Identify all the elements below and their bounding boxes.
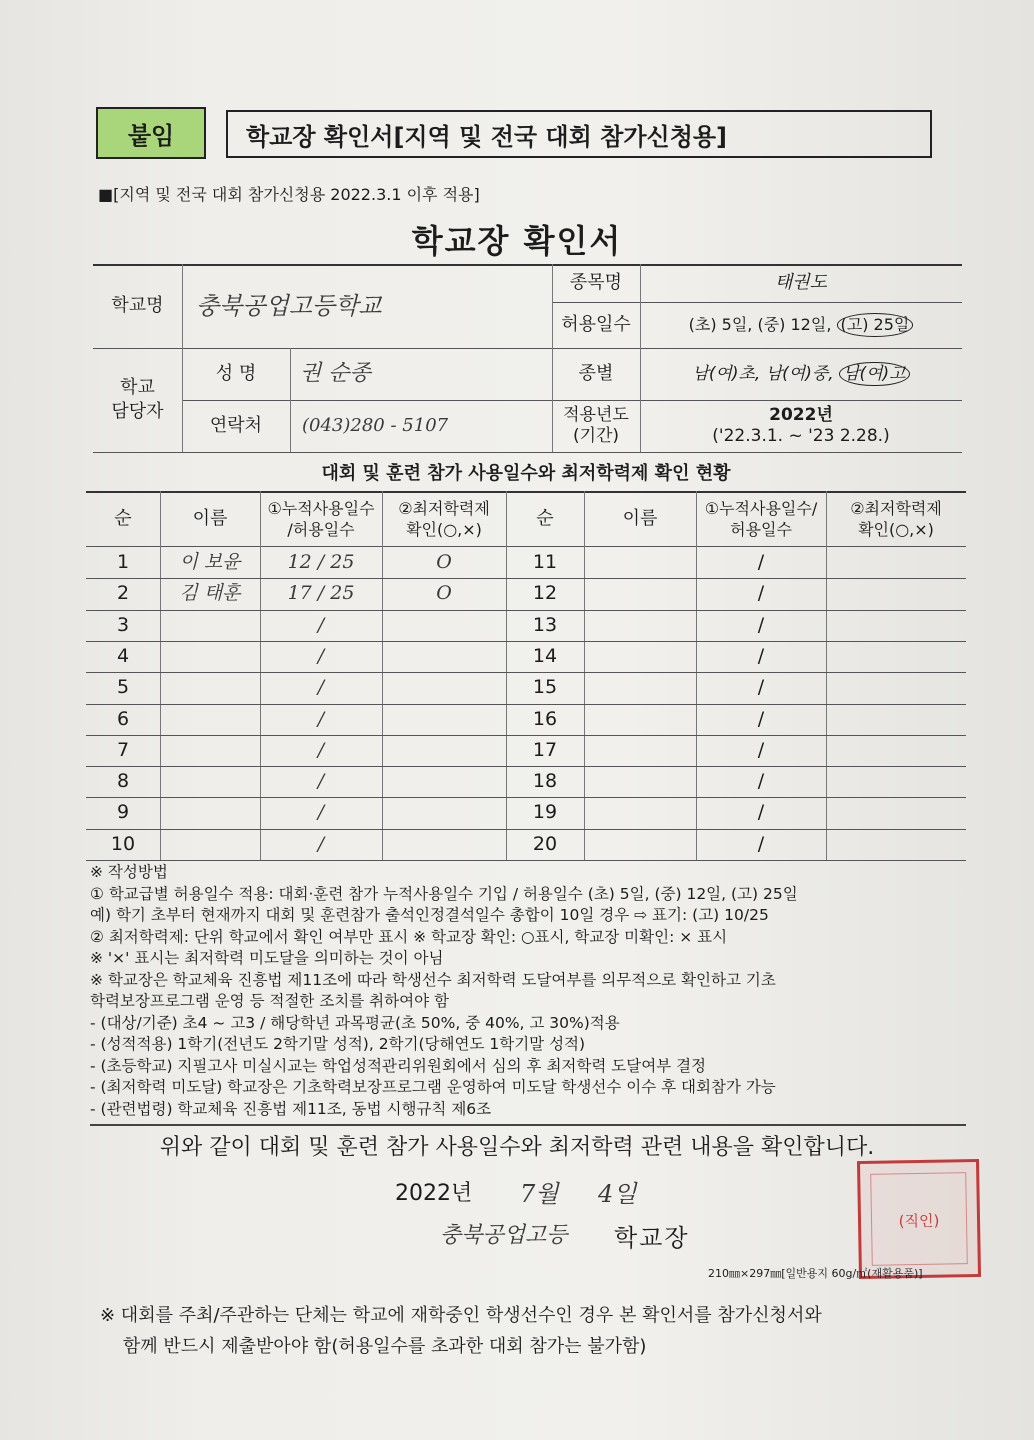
table-cell-days-l: /: [317, 800, 325, 823]
signature-title: 학교장: [614, 1224, 690, 1252]
writing-instructions: [90, 862, 970, 1120]
table-cell-no-r: 13: [532, 613, 558, 636]
manager-label-line1: 학교: [120, 376, 155, 398]
table-cell-acad-l: [382, 797, 506, 828]
table-cell-acad-r: [826, 672, 966, 703]
table-cell-acad-l: [382, 610, 506, 641]
date-month: 7월: [520, 1180, 559, 1208]
manager-name-value: 권 순종: [300, 361, 371, 387]
row-divider: [86, 860, 966, 861]
table-cell-acad-r: [826, 704, 966, 735]
table-cell-days-r: /: [757, 832, 765, 855]
table-cell-acad-r: [826, 547, 966, 578]
table-cell-no-r: 12: [532, 581, 558, 604]
year-value-line1: 2022년: [769, 404, 833, 425]
table-cell-days-r: /: [757, 769, 765, 792]
col-days-line2: /허용일수: [287, 519, 355, 539]
table-cell-acad-l: [382, 829, 506, 860]
table-cell-name-l: [160, 797, 260, 828]
col-academic-line1: ②최저학력제: [398, 498, 490, 518]
table-cell-acad-l: [382, 641, 506, 672]
table-cell-no-r: 18: [532, 769, 558, 792]
gender-circled: 남(여)고: [839, 362, 910, 387]
col-days-right-line1: ①누적사용일수/: [704, 498, 818, 518]
note-line: - (성적적용) 1학기(전년도 2학기말 성적), 2학기(당해연도 1학기말 성적): [90, 1035, 586, 1053]
table-cell-days-l: /: [317, 707, 325, 730]
table-cell-no-l: 6: [116, 707, 130, 730]
table-cell-no-l: 3: [116, 613, 130, 636]
col-academic-right-line1: ②최저학력제: [850, 498, 942, 518]
table-cell-no-r: 15: [532, 675, 558, 698]
allowed-days-label: 허용일수: [561, 313, 631, 335]
note-line: ※ 학교장은 학교체육 진흥법 제11조에 따라 학생선수 최저학력 도달여부를 의무적으로 확인하고 기초: [90, 970, 776, 989]
table-cell-name-l: 김 태훈: [179, 581, 241, 604]
table-cell-name-l: 이 보윤: [179, 550, 241, 573]
bottom-note-line1: ※ 대회를 주최/주관하는 단체는 학교에 재학중인 학생선수인 경우 본 확인서를 참가신청서와: [100, 1305, 822, 1326]
name-label: 성 명: [215, 362, 257, 384]
rule: [93, 452, 962, 453]
year-label: [552, 400, 640, 452]
year-label-line2: (기간): [572, 426, 620, 446]
contact-value: (043)280 - 5107: [302, 414, 449, 436]
note-line: - (최저학력 미도달) 학교장은 기초학력보장프로그램 운영하여 미도달 학생선수 이수 후 대회참가 가능: [90, 1078, 776, 1096]
school-name-value: 충북공업고등학교: [196, 291, 382, 320]
attachment-tag: 붙임: [96, 107, 206, 159]
table-cell-name-l: [160, 829, 260, 860]
table-cell-days-l: /: [317, 675, 325, 698]
table-cell-name-l: [160, 672, 260, 703]
table-cell-name-l: [160, 735, 260, 766]
table-cell-no-r: 17: [532, 738, 558, 761]
gender-value: [640, 348, 962, 400]
table-cell-acad-l: [382, 672, 506, 703]
col-days-right: [696, 493, 826, 546]
table-cell-name-l: [160, 610, 260, 641]
signature-school: 충북공업고등: [440, 1223, 568, 1248]
manager-label-line2: 담당자: [111, 401, 164, 422]
table-cell-acad-r: [826, 766, 966, 797]
table-title: 대회 및 훈련 참가 사용일수와 최저학력제 확인 현황: [321, 462, 731, 484]
table-cell-acad-l: O: [436, 550, 452, 573]
allowed-days-prefix: (초) 5일, (중) 12일,: [688, 315, 832, 335]
table-cell-days-r: /: [757, 707, 765, 730]
table-cell-no-l: 8: [116, 769, 130, 792]
col-name-right: 이름: [622, 508, 658, 530]
col-academic-right-line2: 확인(○,×): [858, 519, 934, 539]
seal-border: [870, 1172, 968, 1266]
note-line: ① 학교급별 허용일수 적용: 대회·훈련 참가 누적사용일수 기입 / 허용일수 (초) 5일, (중) 12일, (고) 25일: [90, 884, 798, 903]
gender-prefix: 남(여)초, 남(여)중,: [692, 363, 834, 384]
col-no-right: 순: [536, 508, 554, 530]
event-label: 종목명: [569, 271, 623, 293]
table-cell-days-l: /: [317, 832, 325, 855]
bottom-note: [100, 1300, 960, 1362]
paper-spec: 210㎜×297㎜[일반용지 60g/㎡(재활용품)]: [708, 1267, 923, 1280]
table-cell-acad-l: [382, 735, 506, 766]
note-line: - (관련법령) 학교체육 진흥법 제11조, 동법 시행규칙 제6조: [90, 1099, 492, 1118]
table-cell-name-r: [584, 547, 696, 578]
table-cell-name-l: [160, 641, 260, 672]
table-cell-name-r: [584, 578, 696, 609]
table-cell-no-r: 16: [532, 707, 558, 730]
date-day: 4일: [598, 1180, 637, 1208]
table-cell-no-l: 9: [116, 800, 130, 823]
col-days-right-line2: 허용일수: [730, 519, 792, 539]
date-year: 2022년: [395, 1181, 473, 1206]
note-line: ② 최저학력제: 단위 학교에서 확인 여부만 표시 ※ 학교장 확인: ○표시, 학교장 미확인: × 표시: [90, 927, 728, 946]
table-cell-no-l: 10: [110, 832, 136, 855]
col-academic-right: [826, 493, 966, 546]
allowed-days-circled: (고) 25일: [837, 313, 914, 337]
table-cell-no-l: 1: [116, 550, 130, 573]
table-cell-acad-r: [826, 578, 966, 609]
table-cell-acad-l: [382, 704, 506, 735]
header-title: 학교장 확인서[지역 및 전국 대회 참가신청용]: [226, 110, 932, 158]
table-cell-no-l: 7: [116, 738, 130, 761]
school-name-label: 학교명: [111, 294, 164, 316]
applicability-note: ■[지역 및 전국 대회 참가신청용 2022.3.1 이후 적용]: [98, 185, 480, 204]
contact-label: 연락처: [209, 414, 263, 436]
table-cell-acad-r: [826, 735, 966, 766]
confirmation-statement: 위와 같이 대회 및 훈련 참가 사용일수와 최저학력 관련 내용을 확인합니다.: [159, 1135, 875, 1160]
note-line: ※ '×' 표시는 최저학력 미도달을 의미하는 것이 아님: [90, 949, 444, 967]
note-line: - (초등학교) 지필고사 미실시교는 학업성적관리위원회에서 심의 후 최저학력 도달여부 결정: [90, 1056, 707, 1075]
table-cell-acad-r: [826, 829, 966, 860]
table-cell-name-r: [584, 829, 696, 860]
col-no: 순: [114, 508, 132, 530]
table-cell-name-r: [584, 735, 696, 766]
table-cell-days-l: /: [317, 613, 325, 636]
table-cell-acad-r: [826, 610, 966, 641]
table-cell-no-l: 2: [116, 581, 130, 604]
table-cell-name-r: [584, 672, 696, 703]
note-line: 예) 학기 초부터 현재까지 대회 및 훈련참가 출석인정결석일수 총합이 10일 경우 ⇨ 표기: (고) 10/25: [90, 906, 769, 924]
table-cell-acad-r: [826, 797, 966, 828]
seal-label: (직인): [898, 1211, 940, 1231]
table-cell-name-l: [160, 704, 260, 735]
table-cell-no-l: 4: [116, 644, 130, 667]
table-cell-no-l: 5: [116, 675, 130, 698]
table-cell-days-r: /: [757, 738, 765, 761]
manager-label: [93, 348, 182, 452]
table-cell-no-r: 14: [532, 644, 558, 667]
col-days: [260, 493, 382, 546]
year-value: [640, 400, 962, 452]
table-cell-name-r: [584, 610, 696, 641]
col-academic-line2: 확인(○,×): [406, 519, 482, 539]
table-cell-no-r: 19: [532, 800, 558, 823]
note-line: - (대상/기준) 초4 ~ 고3 / 해당학년 과목평균(초 50%, 중 40%, 고 30%)적용: [90, 1013, 620, 1032]
allowed-days-value: [640, 302, 962, 348]
table-cell-no-r: 20: [532, 832, 558, 855]
year-value-line2: ('22.3.1. ~ '23 2.28.): [712, 426, 890, 446]
note-line: 학력보장프로그램 운영 등 적절한 조치를 취하여야 함: [90, 992, 449, 1010]
table-cell-days-l: /: [317, 644, 325, 667]
table-cell-name-r: [584, 704, 696, 735]
table-cell-name-r: [584, 641, 696, 672]
rule: [290, 348, 291, 452]
table-cell-acad-r: [826, 641, 966, 672]
table-cell-days-r: /: [757, 581, 765, 604]
table-cell-days-l: 17 / 25: [287, 581, 355, 604]
table-cell-days-r: /: [757, 800, 765, 823]
table-cell-days-r: /: [757, 550, 765, 573]
rule: [90, 1124, 966, 1126]
table-cell-acad-l: O: [436, 581, 452, 604]
col-academic: [382, 493, 506, 546]
table-cell-name-r: [584, 797, 696, 828]
table-cell-days-r: /: [757, 613, 765, 636]
gender-label: 종별: [578, 362, 614, 384]
col-days-line1: ①누적사용일수: [267, 498, 375, 518]
official-seal: [857, 1159, 981, 1279]
table-cell-days-l: /: [317, 738, 325, 761]
table-cell-days-r: /: [757, 644, 765, 667]
table-cell-days-r: /: [757, 675, 765, 698]
bottom-note-line2: 함께 반드시 제출받아야 함(허용일수를 초과한 대회 참가는 불가함): [100, 1336, 647, 1357]
table-cell-name-r: [584, 766, 696, 797]
table-cell-days-l: /: [317, 769, 325, 792]
year-label-line1: 적용년도: [563, 404, 629, 425]
col-name: 이름: [192, 508, 228, 530]
table-cell-acad-l: [382, 766, 506, 797]
table-cell-no-r: 11: [532, 550, 558, 573]
note-line: ※ 작성방법: [90, 863, 168, 881]
event-value: 태권도: [774, 271, 828, 293]
table-cell-name-l: [160, 766, 260, 797]
document-title: 학교장 확인서: [411, 222, 623, 260]
table-cell-days-l: 12 / 25: [287, 550, 355, 573]
